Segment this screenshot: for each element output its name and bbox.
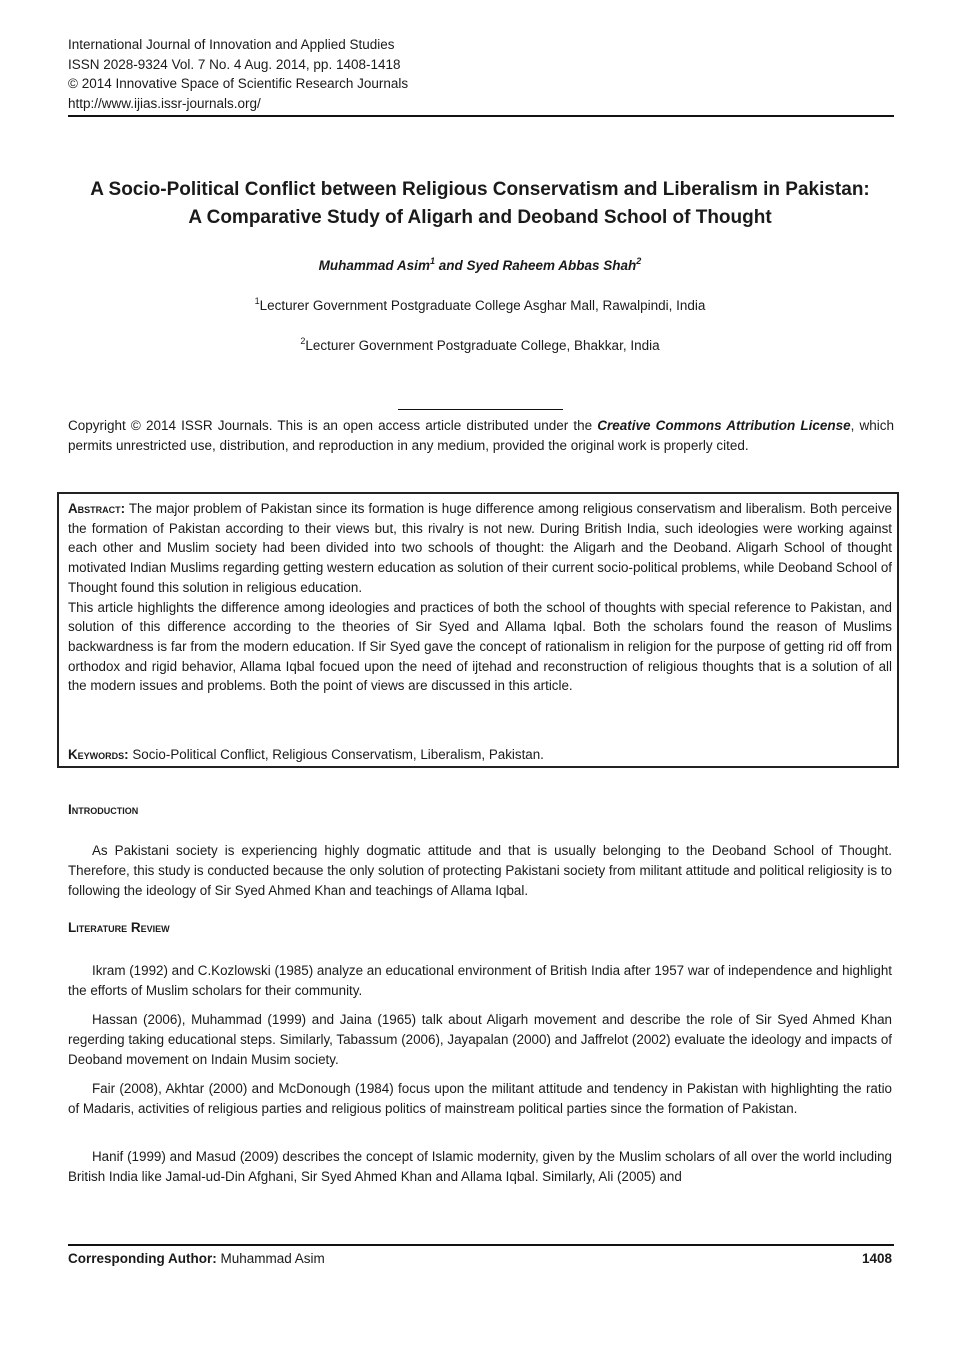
journal-name: International Journal of Innovation and Applied Studies (68, 37, 395, 52)
copyright-before: Copyright © 2014 ISSR Journals. This is an open access article distributed under the (68, 418, 598, 433)
corresponding-author-name: Muhammad Asim (216, 1251, 325, 1266)
literature-paragraph-4: Hanif (1999) and Masud (2009) describes the concept of Islamic modernity, given by the Muslim scholars of all over the world including British India like Jamal-ud-Din Afghani, Sir Syed Ahmed Khan and Allama Iqbal. Similarly, Ali (2005) and (68, 1149, 892, 1184)
copyright-notice (68, 416, 894, 456)
introduction-heading: Introduction (68, 802, 139, 817)
affiliation-1-sup: 1 (254, 296, 260, 306)
abstract-paragraph-1 (68, 499, 892, 598)
literature-paragraph-1: Ikram (1992) and C.Kozlowski (1985) analyze an educational environment of British India after 1957 war of independence and highlight the efforts of Muslim scholars for their community. (68, 963, 892, 998)
affiliation-1 (60, 298, 900, 313)
author-1-sup: 1 (429, 256, 435, 266)
journal-url[interactable]: http://www.ijias.issr-journals.org/ (68, 95, 261, 111)
author-2-sup: 2 (636, 256, 642, 266)
keywords-text: Socio-Political Conflict, Religious Conservatism, Liberalism, Pakistan. (128, 747, 544, 762)
journal-copyright: © 2014 Innovative Space of Scientific Research Journals (68, 76, 409, 91)
paper-title (60, 176, 900, 232)
literature-paragraph-2: Hassan (2006), Muhammad (1999) and Jaina (1965) talk about Aligarh movement and describe the role of Sir Syed Ahmed Khan regerding taking educational steps. Similarly, Tabassum (2006), Jayapalan (2000) and Jaffrelot (2002) evaluate the ideology and impacts of Deoband movement on Indain Musim society. (68, 1012, 892, 1067)
title-line-1: A Socio-Political Conflict between Religious Conservatism and Liberalism in Pakistan: (90, 179, 870, 200)
header-divider (68, 115, 894, 117)
abstract-p1-text: The major problem of Pakistan since its formation is huge difference among religious conservatism and liberalism. Both perceive the formation of Pakistan according to their views but, this rivalry is not new. During British India, such ideologies were working against each other and Muslim society had been divided into two schools of thought: the Aligarh and the Deoband. Aligarh School of thought motivated Indian Muslims regarding getting western education as solution of their current socio-political problems, while Deoband School of Thought found this solution in religious education. (68, 501, 892, 595)
author-1: Muhammad Asim (318, 258, 430, 273)
copyright-divider (398, 409, 563, 410)
abstract-label: Abstract: (68, 501, 126, 516)
journal-issn: ISSN 2028-9324 Vol. 7 No. 4 Aug. 2014, pp. 1408-1418 (68, 56, 401, 72)
literature-paragraph-3: Fair (2008), Akhtar (2000) and McDonough (1984) focus upon the militant attitude and tendency in Pakistan with highlighting the ratio of Madaris, activities of religious parties and religious politics of mainstream political parties since the formation of Pakistan. (68, 1081, 892, 1116)
corresponding-author (68, 1251, 325, 1266)
affiliation-2 (60, 338, 900, 353)
license-name: Creative Commons Attribution License (597, 418, 851, 433)
keywords (68, 747, 892, 762)
affiliation-2-text: Lecturer Government Postgraduate College, Bhakkar, India (305, 338, 660, 353)
literature-review-heading: Literature Review (68, 920, 170, 935)
affiliation-1-text: Lecturer Government Postgraduate College Asghar Mall, Rawalpindi, India (259, 298, 706, 313)
footer-divider (68, 1244, 894, 1246)
keywords-label: Keywords: (68, 747, 129, 762)
copyright-after: , which permits unrestricted use, distribution, and reproduction in any medium, provided the original work is properly cited. (68, 418, 894, 453)
introduction-paragraph: As Pakistani society is experiencing highly dogmatic attitude and that is usually belonging to the Deoband School of Thought. Therefore, this study is conducted because the only solution of protecting Pakistani society from militant attitude and political religiosity is to following the ideology of Sir Syed Ahmed Khan and teachings of Allama Iqbal. (68, 843, 892, 898)
abstract-paragraph-2: This article highlights the difference among ideologies and practices of both the school of thoughts with special reference to Pakistan, and solution of this difference according to the theories of Sir Syed and Allama Iqbal. Both the scholars found the reason of Muslims backwardness is far from the modern education. If Sir Syed gave the concept of rationalism in religion for the purpose of getting rid off from orthodox and rigid behavior, Allama Iqbal focued upon the need of ijtehad and reconstruction of religious thoughts that is a solution of all the modern issues and problems. Both the point of views are discussed in this article. (68, 599, 892, 694)
author-list (60, 258, 900, 273)
title-line-2: A Comparative Study of Aligarh and Deoband School of Thought (188, 207, 772, 228)
page-number: 1408 (861, 1251, 892, 1266)
abstract (68, 499, 892, 696)
author-2: Syed Raheem Abbas Shah (466, 258, 637, 273)
author-and: and (434, 258, 467, 273)
journal-header (68, 35, 894, 113)
corresponding-author-label: Corresponding Author: (68, 1251, 217, 1266)
affiliation-2-sup: 2 (300, 336, 306, 346)
